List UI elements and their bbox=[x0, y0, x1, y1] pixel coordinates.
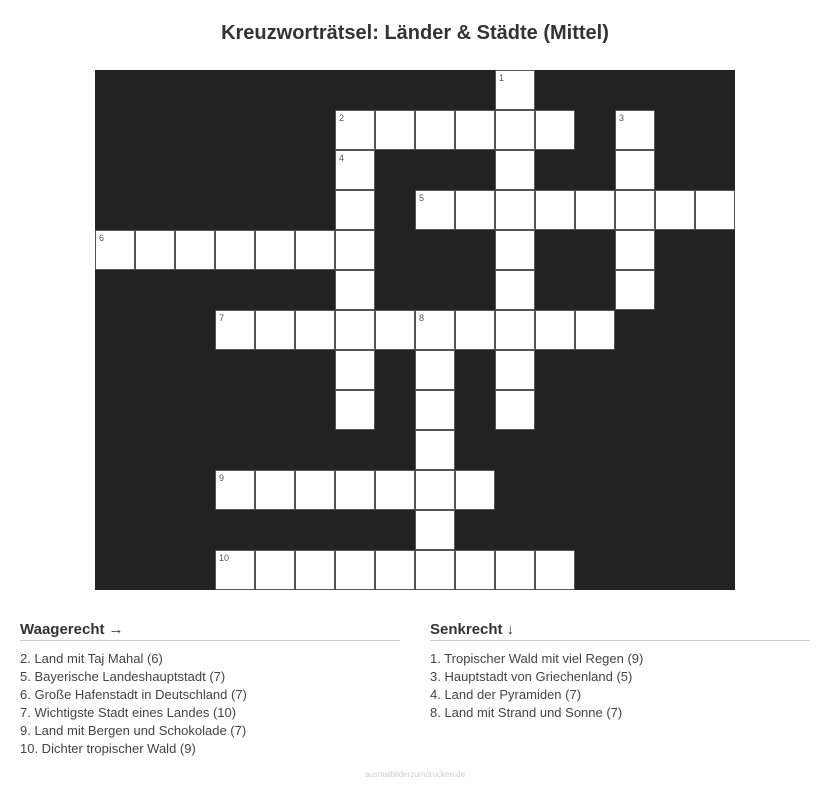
clues-across-section bbox=[20, 620, 400, 758]
grid-cell[interactable] bbox=[335, 230, 375, 270]
arrow-down-icon: ↓ bbox=[506, 621, 515, 638]
grid-cell[interactable] bbox=[535, 110, 575, 150]
clue-item: 8. Land mit Strand und Sonne (7) bbox=[430, 705, 623, 720]
cell-number: 1 bbox=[499, 73, 505, 83]
clue-item: 5. Bayerische Landeshauptstadt (7) bbox=[20, 669, 226, 684]
grid-cell[interactable] bbox=[415, 470, 455, 510]
clue-item: 1. Tropischer Wald mit viel Regen (9) bbox=[430, 651, 644, 666]
grid-cell[interactable] bbox=[415, 310, 455, 350]
arrow-right-icon: → bbox=[108, 621, 124, 638]
footer-credit: ausmalbilderzumdrucken.de bbox=[364, 770, 466, 779]
clues-down-section bbox=[430, 620, 810, 722]
grid-cell[interactable] bbox=[575, 310, 615, 350]
grid-cell[interactable] bbox=[255, 310, 295, 350]
clues-down-heading-text: Senkrecht bbox=[430, 621, 503, 638]
grid-cell[interactable] bbox=[415, 510, 455, 550]
grid-cell[interactable] bbox=[415, 110, 455, 150]
cell-number: 7 bbox=[219, 313, 225, 323]
grid-cell[interactable] bbox=[415, 550, 455, 590]
grid-cell[interactable] bbox=[335, 150, 375, 190]
grid-cell[interactable] bbox=[455, 550, 495, 590]
clue-item: 2. Land mit Taj Mahal (6) bbox=[20, 651, 163, 666]
clue-item: 3. Hauptstadt von Griechenland (5) bbox=[430, 669, 633, 684]
grid-cell[interactable] bbox=[295, 230, 335, 270]
grid-cell[interactable] bbox=[375, 110, 415, 150]
grid-cell[interactable] bbox=[695, 190, 735, 230]
grid-cell[interactable] bbox=[455, 190, 495, 230]
grid-cell[interactable] bbox=[335, 470, 375, 510]
grid-cell[interactable] bbox=[335, 550, 375, 590]
grid-cell[interactable] bbox=[375, 470, 415, 510]
crossword-grid bbox=[95, 70, 735, 590]
clues-across-list bbox=[20, 650, 400, 758]
grid-cell[interactable] bbox=[455, 470, 495, 510]
grid-cell[interactable] bbox=[535, 310, 575, 350]
grid-cell[interactable] bbox=[415, 390, 455, 430]
grid-cell[interactable] bbox=[295, 550, 335, 590]
cell-number: 9 bbox=[219, 473, 225, 483]
grid-cell[interactable] bbox=[375, 310, 415, 350]
clue-item: 9. Land mit Bergen und Schokolade (7) bbox=[20, 723, 247, 738]
grid-cell[interactable] bbox=[495, 350, 535, 390]
grid-cell[interactable] bbox=[495, 230, 535, 270]
grid-cell[interactable] bbox=[335, 270, 375, 310]
clue-item: 4. Land der Pyramiden (7) bbox=[430, 687, 582, 702]
cell-number: 10 bbox=[219, 553, 230, 563]
grid-cell[interactable] bbox=[255, 470, 295, 510]
grid-cell[interactable] bbox=[215, 230, 255, 270]
clues-down-list bbox=[430, 650, 810, 722]
grid-cell[interactable] bbox=[615, 270, 655, 310]
grid-cell[interactable] bbox=[535, 190, 575, 230]
clues-down-heading bbox=[430, 620, 810, 641]
grid-cell[interactable] bbox=[495, 270, 535, 310]
grid-cell[interactable] bbox=[255, 230, 295, 270]
grid-cell[interactable] bbox=[495, 110, 535, 150]
grid-cell[interactable] bbox=[495, 150, 535, 190]
grid-cell[interactable] bbox=[535, 550, 575, 590]
clues-across-heading-text: Waagerecht bbox=[20, 621, 105, 638]
grid-cell[interactable] bbox=[575, 190, 615, 230]
grid-cell[interactable] bbox=[615, 190, 655, 230]
grid-cell[interactable] bbox=[415, 350, 455, 390]
grid-cell[interactable] bbox=[455, 110, 495, 150]
grid-cell[interactable] bbox=[415, 430, 455, 470]
grid-cell[interactable] bbox=[495, 190, 535, 230]
grid-cell[interactable] bbox=[295, 470, 335, 510]
grid-cell[interactable] bbox=[335, 350, 375, 390]
clue-item: 10. Dichter tropischer Wald (9) bbox=[20, 741, 196, 756]
grid-cell[interactable] bbox=[295, 310, 335, 350]
clue-item: 6. Große Hafenstadt in Deutschland (7) bbox=[20, 687, 247, 702]
grid-cell[interactable] bbox=[375, 550, 415, 590]
cell-number: 8 bbox=[419, 313, 425, 323]
grid-cell[interactable] bbox=[495, 310, 535, 350]
grid-cell[interactable] bbox=[95, 230, 135, 270]
grid-cell[interactable] bbox=[495, 550, 535, 590]
clue-item: 7. Wichtigste Stadt eines Landes (10) bbox=[20, 705, 237, 720]
grid-cell[interactable] bbox=[335, 110, 375, 150]
grid-cell[interactable] bbox=[495, 390, 535, 430]
grid-cell[interactable] bbox=[615, 230, 655, 270]
cell-number: 5 bbox=[419, 193, 425, 203]
grid-cell[interactable] bbox=[135, 230, 175, 270]
grid-cell[interactable] bbox=[615, 150, 655, 190]
grid-cell[interactable] bbox=[215, 310, 255, 350]
grid-cell[interactable] bbox=[335, 390, 375, 430]
grid-cell[interactable] bbox=[335, 190, 375, 230]
grid-cell[interactable] bbox=[255, 550, 295, 590]
grid-cell[interactable] bbox=[335, 310, 375, 350]
grid-cell[interactable] bbox=[215, 470, 255, 510]
clues-across-heading bbox=[20, 620, 400, 641]
grid-cell[interactable] bbox=[495, 70, 535, 110]
grid-cell[interactable] bbox=[655, 190, 695, 230]
grid-cell[interactable] bbox=[215, 550, 255, 590]
grid-cell[interactable] bbox=[455, 310, 495, 350]
grid-cell[interactable] bbox=[175, 230, 215, 270]
grid-cell[interactable] bbox=[415, 190, 455, 230]
grid-cell[interactable] bbox=[615, 110, 655, 150]
cell-number: 4 bbox=[339, 153, 345, 163]
cell-number: 2 bbox=[339, 113, 345, 123]
cell-number: 6 bbox=[99, 233, 105, 243]
cell-number: 3 bbox=[619, 113, 625, 123]
page-title: Kreuzworträtsel: Länder & Städte (Mittel) bbox=[221, 22, 609, 44]
